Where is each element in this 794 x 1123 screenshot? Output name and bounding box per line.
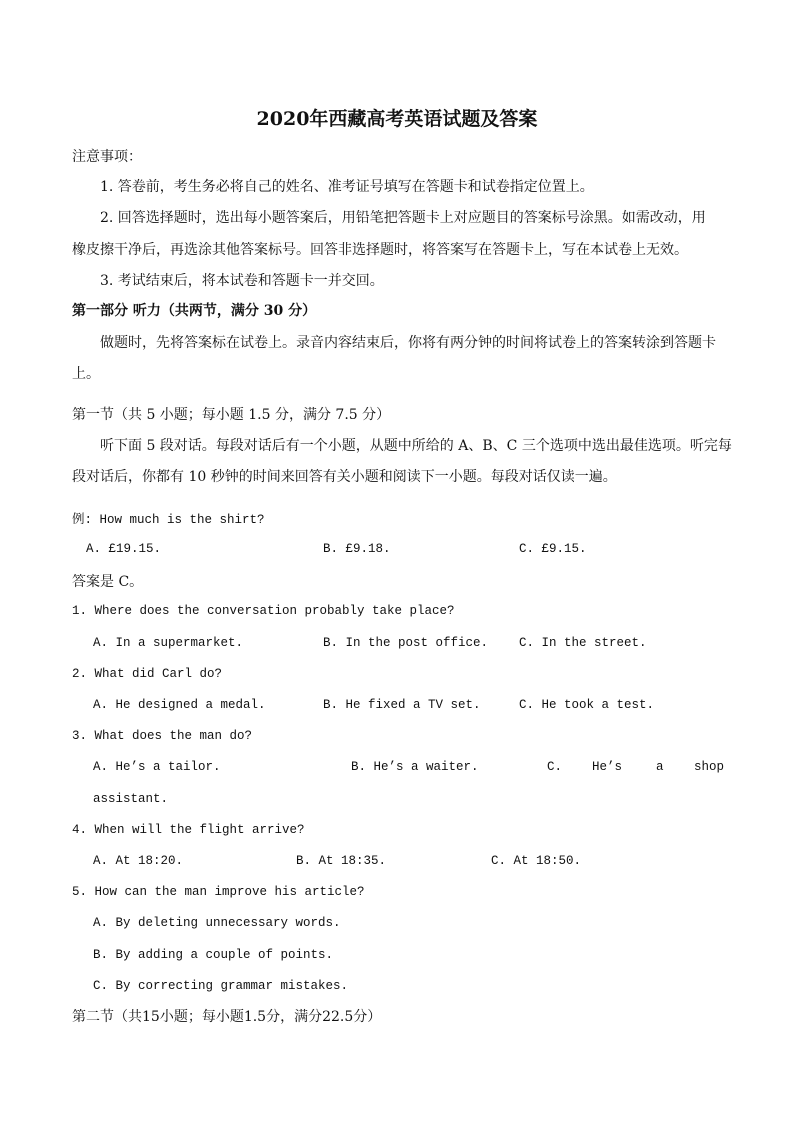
question-3: 3. What does the man do? bbox=[72, 729, 253, 743]
part1-instruction-line-1: 做题时，先将答案标在试卷上。录音内容结束后，你将有两分钟的时间将试卷上的答案转涂到答题卡 bbox=[100, 335, 716, 351]
question-4: 4. When will the flight arrive? bbox=[72, 823, 305, 837]
example-option-c: C. £9.15. bbox=[519, 542, 587, 556]
section1-instruction-line-2: 段对话后，你都有 10 秒钟的时间来回答有关小题和阅读下一小题。每段对话仅读一遍。 bbox=[72, 469, 617, 485]
example-option-b: B. £9.18. bbox=[323, 542, 391, 556]
question-2-option-b: B. He fixed a TV set. bbox=[323, 698, 481, 712]
question-3-option-b: B. He’s a waiter. bbox=[351, 760, 479, 774]
notice-item-2-line-1: 2. 回答选择题时，选出每小题答案后，用铅笔把答题卡上对应题目的答案标号涂黑。如需改动，用 bbox=[100, 210, 706, 226]
question-3-option-c-word-4: assistant. bbox=[93, 792, 169, 806]
question-4-option-c: C. At 18:50. bbox=[491, 854, 582, 868]
question-2-option-c: C. He took a test. bbox=[519, 698, 655, 712]
part1-instruction-line-2: 上。 bbox=[72, 366, 100, 382]
question-3-option-c-word-1: He’s bbox=[592, 760, 623, 774]
question-4-option-b: B. At 18:35. bbox=[296, 854, 387, 868]
notice-item-1: 1. 答卷前，考生务必将自己的姓名、准考证号填写在答题卡和试卷指定位置上。 bbox=[100, 179, 594, 195]
question-1-option-a: A. In a supermarket. bbox=[93, 636, 244, 650]
example-option-a: A. £19.15. bbox=[86, 542, 162, 556]
question-5: 5. How can the man improve his article? bbox=[72, 885, 365, 899]
question-3-option-c-word-2: a bbox=[656, 760, 664, 774]
part1-heading: 第一部分 听力（共两节，满分 30 分） bbox=[72, 303, 317, 319]
question-3-option-c-word-3: shop bbox=[694, 760, 725, 774]
section1-heading: 第一节（共 5 小题；每小题 1.5 分，满分 7.5 分） bbox=[72, 407, 391, 423]
question-1: 1. Where does the conversation probably take place? bbox=[72, 604, 455, 618]
section1-instruction-line-1: 听下面 5 段对话。每段对话后有一个小题，从题中所给的 A、B、C 三个选项中选出最佳选项。听完每 bbox=[100, 438, 732, 454]
question-3-option-a: A. He’s a tailor. bbox=[93, 760, 221, 774]
question-5-option-b: B. By adding a couple of points. bbox=[93, 948, 334, 962]
notice-item-3: 3. 考试结束后，将本试卷和答题卡一并交回。 bbox=[100, 273, 384, 289]
page-title: 2020年西藏高考英语试题及答案 bbox=[256, 108, 538, 130]
notice-heading: 注意事项： bbox=[72, 149, 142, 165]
question-5-option-a: A. By deleting unnecessary words. bbox=[93, 916, 341, 930]
question-5-option-c: C. By correcting grammar mistakes. bbox=[93, 979, 349, 993]
question-1-option-b: B. In the post office. bbox=[323, 636, 489, 650]
notice-item-2-line-2: 橡皮擦干净后，再选涂其他答案标号。回答非选择题时，将答案写在答题卡上，写在本试卷上无效。 bbox=[72, 242, 688, 258]
example-answer: 答案是 C。 bbox=[72, 574, 144, 590]
question-3-option-c-letter: C. bbox=[547, 760, 563, 774]
question-1-option-c: C. In the street. bbox=[519, 636, 647, 650]
question-2-option-a: A. He designed a medal. bbox=[93, 698, 266, 712]
section2-heading: 第二节（共15小题；每小题1.5分，满分22.5分） bbox=[72, 1009, 382, 1025]
question-2: 2. What did Carl do? bbox=[72, 667, 223, 681]
example-question: 例: How much is the shirt? bbox=[72, 513, 265, 527]
question-4-option-a: A. At 18:20. bbox=[93, 854, 184, 868]
